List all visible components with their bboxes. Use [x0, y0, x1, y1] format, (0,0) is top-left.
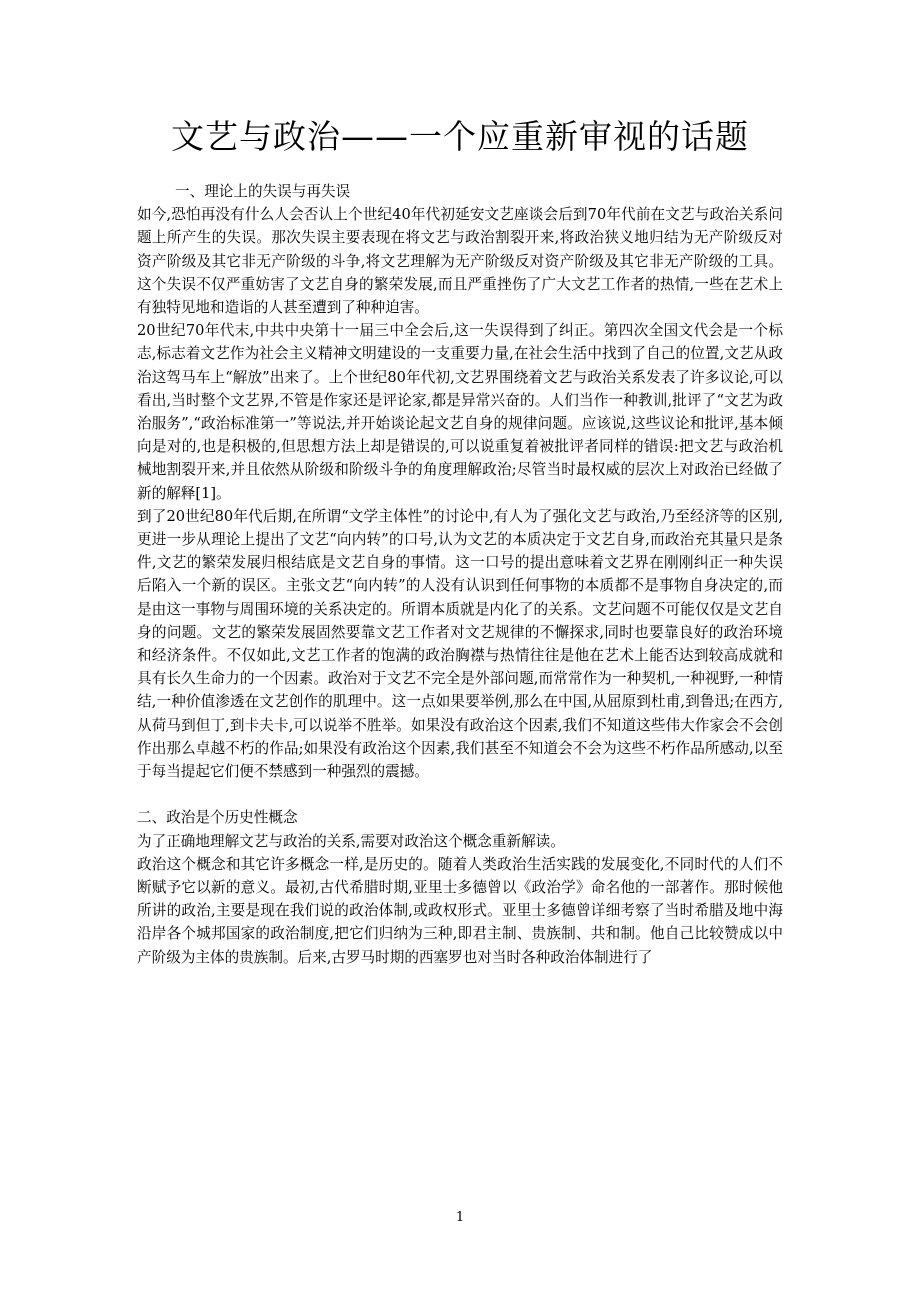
paragraph-2: 20世纪70年代末,中共中央第十一届三中全会后,这一失误得到了纠正。第四次全国文代会是一个标志,标志着文艺作为社会主义精神文明建设的一支重要力量,在社会生活中找到了自己的位置,文艺从政治这驾马车上“解放”出来了。上个世纪80年代初,文艺界围绕着文艺与政治关系发表了许多议论,可以看出,当时整个文艺界,不管是作家还是评论家,都是异常兴奋的。人们当作一种教训,批评了“文艺为政治服务”,“政治标准第一”等说法,并开始谈论起文艺自身的规律问题。应该说,这些议论和批评,基本倾向是对的,也是积极的,但思想方法上却是错误的,可以说重复着被批评者同样的错误:把文艺与政治机械地割裂开来,并且依然从阶级和阶级斗争的角度理解政治;尽管当时最权威的层次上对政治已经做了新的解释[1]。 [137, 322, 783, 502]
paragraph-1: 如今,恐怕再没有什么人会否认上个世纪40年代初延安文艺座谈会后到70年代前在文艺与政治关系问题上所产生的失误。那次失误主要表现在将文艺与政治割裂开来,将政治狭义地归结为无产阶级反对资产阶级及其它非无产阶级的斗争,将文艺理解为无产阶级反对资产阶级及其它非无产阶级的工具。这个失误不仅严重妨害了文艺自身的繁荣发展,而且严重挫伤了广大文艺工作者的热情,一些在艺术上有独特见地和造诣的人甚至遭到了种种迫害。 [137, 206, 783, 317]
section-heading-1: 一、理论上的失误与再失误 [175, 183, 351, 200]
section-spacer [137, 783, 783, 806]
paragraph-3: 到了20世纪80年代后期,在所谓“文学主体性”的讨论中,有人为了强化文艺与政治,乃至经济等的区别,更进一步从理论上提出了文艺“向内转”的口号,认为文艺的本质决定于文艺自身,而政治充其量只是条件,文艺的繁荣发展归根结底是文艺自身的事情。这一口号的提出意味着文艺界在刚刚纠正一种失误后陷入一个新的误区。主张文艺“向内转”的人没有认识到任何事物的本质都不是事物自身决定的,而是由这一事物与周围环境的关系决定的。所谓本质就是内化了的关系。文艺问题不可能仅仅是文艺自身的问题。文艺的繁荣发展固然要靠文艺工作者对文艺规律的不懈探求,同时也要靠良好的政治环境和经济条件。不仅如此,文艺工作者的饱满的政治胸襟与热情往往是他在艺术上能否达到较高成就和具有长久生命力的一个因素。政治对于文艺不完全是外部问题,而常常作为一种契机,一种视野,一种情结,一种价值渗透在文艺创作的肌理中。这一点如果要举例,那么在中国,从屈原到杜甫,到鲁迅;在西方,从荷马到但丁,到卡夫卡,可以说举不胜举。如果没有政治这个因素,我们不知道这些伟大作家会不会创作出那么卓越不朽的作品;如果没有政治这个因素,我们甚至不知道会不会为这些不朽作品所感动,以至于每当提起它们便不禁感到一种强烈的震撼。 [137, 507, 783, 781]
document-title: 文艺与政治——一个应重新审视的话题 [171, 117, 749, 156]
paragraph-4: 为了正确地理解文艺与政治的关系,需要对政治这个概念重新解读。 [137, 832, 565, 850]
section-heading-2: 二、政治是个历史性概念 [137, 809, 298, 827]
paragraph-5: 政治这个概念和其它许多概念一样,是历史的。随着人类政治生活实践的发展变化,不同时代的人们不断赋予它以新的意义。最初,古代希腊时期,亚里士多德曾以《政治学》命名他的一部著作。那时候他所讲的政治,主要是现在我们说的政治体制,或政权形式。亚里士多德曾详细考察了当时希腊及地中海沿岸各个城邦国家的政治制度,把它们归纳为三种,即君主制、贵族制、共和制。他自己比较赞成以中产阶级为主体的贵族制。后来,古罗马时期的西塞罗也对当时各种政治体制进行了 [137, 855, 783, 966]
document-body [137, 180, 783, 969]
page-number: 1 [455, 1210, 465, 1225]
